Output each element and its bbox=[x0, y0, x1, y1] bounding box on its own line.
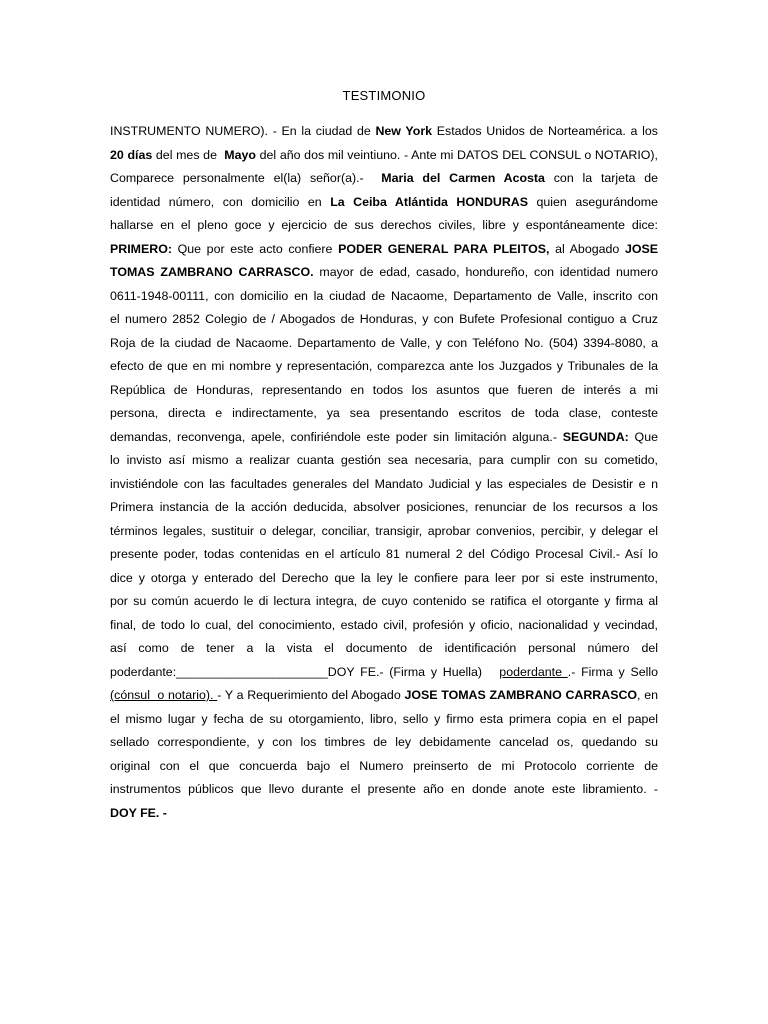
text-segment: por su común acuerdo le di lectura integra, de cuyo contenido se ratifica el otorgante y firma al bbox=[110, 594, 658, 608]
text-segment: Primera instancia de la acción deducida, absolver posiciones, renunciar de los recursos a los bbox=[110, 500, 658, 514]
text-line bbox=[110, 708, 658, 732]
text-segment: poderdante bbox=[499, 664, 568, 679]
text-line bbox=[110, 496, 658, 520]
text-segment: lo invisto así mismo a realizar cuanta gestión sea necesaria, para cumplir con su cometido, bbox=[110, 453, 658, 467]
document-body bbox=[110, 120, 658, 825]
text-segment: términos legales, sustituir o delegar, conciliar, transigir, aprobar convenios, percibir, y delegar el bbox=[110, 523, 658, 538]
text-segment: hallarse en el pleno goce y ejercicio de sus derechos civiles, libre y espontáneamente dice: bbox=[110, 218, 658, 232]
document-title: TESTIMONIO bbox=[342, 88, 426, 103]
text-segment: original con el que concuerda bajo el Numero preinserto de mi Protocolo corriente de bbox=[110, 758, 658, 773]
text-segment: PODER GENERAL PARA PLEITOS, bbox=[338, 241, 550, 256]
text-line bbox=[110, 731, 658, 755]
text-segment: Estados Unidos de Norteamérica. a los bbox=[432, 124, 658, 138]
text-segment: persona, directa e indirectamente, ya sea presentando escritos de toda clase, conteste bbox=[110, 406, 658, 420]
text-segment: Que por este acto confiere bbox=[171, 241, 339, 256]
text-segment: (cónsul o notario). bbox=[110, 688, 218, 702]
text-line bbox=[110, 778, 658, 802]
text-line bbox=[110, 520, 658, 544]
text-line bbox=[110, 402, 658, 426]
text-segment: al Abogado bbox=[549, 241, 625, 256]
text-line bbox=[110, 214, 658, 238]
text-segment: quien asegurándome bbox=[528, 194, 658, 209]
text-segment: DOY FE. - bbox=[110, 805, 167, 820]
text-segment: 0611-1948-00111, con domicilio en la ciudad de Nacaome, Departamento de Valle, inscrito con bbox=[110, 288, 658, 303]
text-segment: efecto de que en mi nombre y representación, comparezca ante los Juzgados y Tribunales de la bbox=[110, 359, 658, 373]
text-line bbox=[110, 167, 658, 191]
text-segment: del año dos mil veintiuno. - Ante mi DATOS DEL CONSUL o NOTARIO), bbox=[255, 147, 658, 162]
text-segment: Roja de la ciudad de Nacaome. Departamento de Valle, y con Teléfono No. (504) 3394-8080, a bbox=[110, 335, 658, 350]
text-line bbox=[110, 144, 658, 168]
text-segment: presente poder, todas contenidas en el artículo 81 numeral 2 del Código Procesal Civil.- Así lo bbox=[110, 547, 658, 561]
text-line bbox=[110, 684, 658, 708]
text-segment: PRIMERO: bbox=[110, 241, 172, 256]
text-segment: poderdante:______________________DOY FE.- (Firma y Huella) bbox=[110, 664, 500, 679]
text-line bbox=[110, 238, 658, 262]
text-line bbox=[110, 191, 658, 215]
text-line bbox=[110, 567, 658, 591]
text-segment: del mes de bbox=[152, 147, 225, 162]
text-line bbox=[110, 261, 658, 285]
text-segment: INSTRUMENTO NUMERO). - En la ciudad de bbox=[110, 124, 376, 138]
text-segment: Maria del Carmen Acosta bbox=[381, 171, 545, 185]
text-segment: dice y otorga y enterado del Derecho que la ley le confiere para leer por si este instrumento, bbox=[110, 570, 658, 585]
text-segment: el numero 2852 Colegio de / Abogados de Honduras, y con Bufete Profesional contiguo a Cruz bbox=[110, 312, 658, 326]
text-segment: final, de todo lo cual, del conocimiento, estado civil, profesión y oficio, nacionalidad y vecindad, bbox=[110, 617, 658, 632]
text-line bbox=[110, 473, 658, 497]
text-line bbox=[110, 637, 658, 661]
text-segment: Que bbox=[628, 429, 658, 444]
text-line bbox=[110, 285, 658, 309]
text-segment: el mismo lugar y fecha de su otorgamiento, libro, sello y firmo esta primera copia en el papel bbox=[110, 711, 658, 726]
text-line bbox=[110, 332, 658, 356]
text-segment: invistiéndole con las facultades generales del Mandato Judicial y las especiales de Desistir e n bbox=[110, 476, 658, 491]
text-segment: instrumentos públicos que llevo durante el presente año en donde anote este libramiento. - bbox=[110, 782, 658, 796]
text-line bbox=[110, 614, 658, 638]
text-segment: .- Firma y Sello bbox=[567, 664, 658, 679]
text-segment: 20 días bbox=[110, 147, 153, 162]
text-segment: TOMAS ZAMBRANO CARRASCO. bbox=[110, 265, 314, 279]
text-line bbox=[110, 379, 658, 403]
text-segment: - Y a Requerimiento del Abogado bbox=[217, 688, 405, 702]
text-segment: Mayo bbox=[224, 147, 256, 162]
text-line bbox=[110, 802, 658, 826]
text-line bbox=[110, 120, 658, 144]
text-segment: República de Honduras, representando en todos los asuntos que fueren de interés a mi bbox=[110, 382, 658, 397]
text-segment: La Ceiba Atlántida HONDURAS bbox=[330, 194, 529, 209]
text-segment: mayor de edad, casado, hondureño, con identidad numero bbox=[313, 265, 658, 279]
text-line bbox=[110, 355, 658, 379]
text-line bbox=[110, 543, 658, 567]
text-segment: así como de tener a la vista el documento de identificación personal número del bbox=[110, 641, 658, 655]
text-segment: JOSE bbox=[624, 241, 658, 256]
text-segment: sellado correspondiente, y con los timbres de ley debidamente cancelad os, quedando su bbox=[110, 735, 658, 749]
text-line bbox=[110, 449, 658, 473]
text-segment: New York bbox=[375, 124, 433, 138]
text-line bbox=[110, 661, 658, 685]
text-segment: Comparece personalmente el(la) señor(a).- bbox=[110, 171, 382, 185]
text-line bbox=[110, 426, 658, 450]
text-segment: JOSE TOMAS ZAMBRANO CARRASCO bbox=[404, 688, 638, 702]
text-line bbox=[110, 755, 658, 779]
text-segment: SEGUNDA: bbox=[562, 429, 629, 444]
text-segment: demandas, reconvenga, apele, confiriéndole este poder sin limitación alguna.- bbox=[110, 429, 563, 444]
text-line bbox=[110, 308, 658, 332]
text-segment: con la tarjeta de bbox=[544, 171, 658, 185]
text-segment: identidad número, con domicilio en bbox=[110, 194, 331, 209]
text-line bbox=[110, 590, 658, 614]
text-segment: , en bbox=[637, 688, 658, 702]
